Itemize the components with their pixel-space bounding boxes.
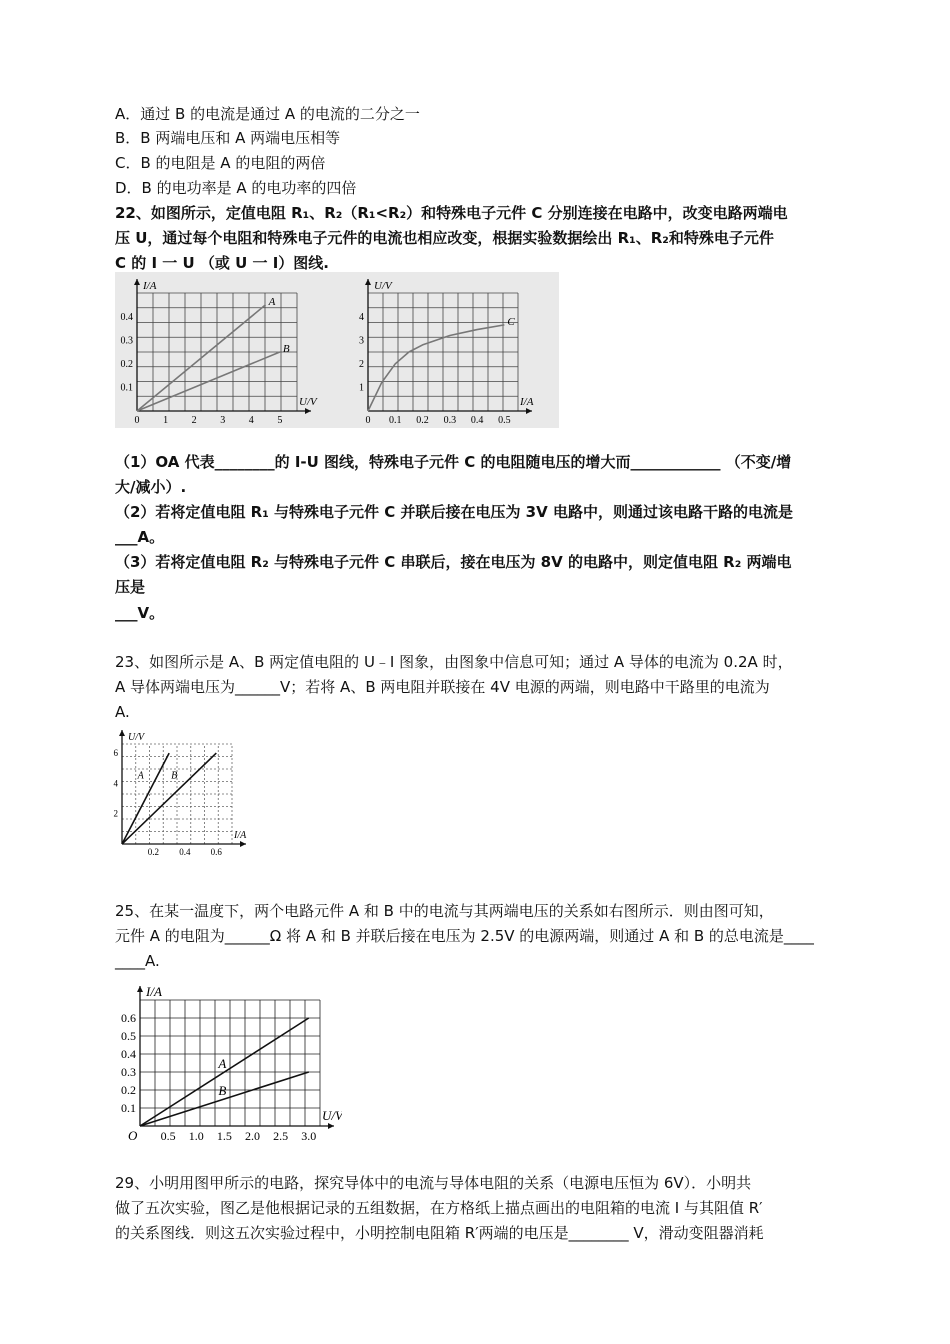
q22-part1-line2: 大/减小）. bbox=[115, 478, 187, 496]
q25-chart-svg bbox=[112, 972, 342, 1140]
q23-line2: A 导体两端电压为______V；若将 A、B 两电阻并联接在 4V 电源的两端，则电路中干路里的电流为 bbox=[115, 678, 770, 696]
series-label-b: B bbox=[218, 1083, 227, 1098]
x-tick-label: 3 bbox=[220, 415, 226, 426]
y-axis-label: I/A bbox=[143, 280, 157, 292]
y-tick-label: 2 bbox=[113, 808, 118, 819]
y-tick-label: 0.3 bbox=[120, 335, 133, 347]
q22-chart-ui bbox=[338, 272, 559, 432]
y-axis-arrow bbox=[137, 986, 143, 992]
x-tick-label: 0.5 bbox=[498, 415, 511, 426]
series-label-b: B bbox=[282, 343, 290, 355]
y-tick-label: 1 bbox=[359, 382, 364, 394]
q22-part3-line2: 压是 bbox=[115, 578, 146, 596]
option-b: B．B 两端电压和 A 两端电压相等 bbox=[115, 129, 341, 147]
q25-chart bbox=[112, 972, 342, 1144]
x-axis-arrow bbox=[240, 841, 246, 847]
y-tick-label: 0.6 bbox=[121, 1011, 136, 1025]
x-tick-label: 0.1 bbox=[389, 415, 402, 426]
y-tick-label: 0.4 bbox=[120, 311, 133, 323]
x-tick-label: 5 bbox=[277, 415, 283, 426]
series-label-a: A bbox=[268, 295, 276, 308]
x-tick-label: 0.4 bbox=[470, 415, 484, 426]
x-tick-label: 2.0 bbox=[245, 1129, 260, 1140]
y-tick-label: 0.1 bbox=[121, 1101, 136, 1115]
q22-chart-iu-svg bbox=[115, 272, 338, 428]
x-tick-label: 0.6 bbox=[210, 847, 222, 857]
q25-line2: 元件 A 的电阻为______Ω 将 A 和 B 并联后接在电压为 2.5V 的电源两端，则通过 A 和 B 的总电流是____ bbox=[115, 927, 814, 945]
q25-line1: 25、在某一温度下，两个电路元件 A 和 B 中的电流与其两端电压的关系如右图所示．则由图可知， bbox=[115, 902, 774, 920]
q22-stem-line3: C 的 I 一 U （或 U 一 I）图线. bbox=[115, 254, 330, 272]
series-line-a bbox=[122, 753, 169, 844]
y-tick-label: 0.1 bbox=[120, 382, 133, 394]
y-tick-label: 0.2 bbox=[121, 1083, 136, 1097]
x-tick-label: 0.2 bbox=[147, 847, 160, 857]
series-label-a: A bbox=[137, 770, 144, 782]
q29-line2: 做了五次实验，图乙是他根据记录的五组数据，在方格纸上描点画出的电阻箱的电流 I 与其阻值 R′ bbox=[115, 1199, 763, 1217]
q22-chart-iu bbox=[115, 272, 338, 432]
series-line-b bbox=[140, 1072, 309, 1126]
x-tick-label: 2.5 bbox=[273, 1129, 289, 1140]
y-tick-label: 4 bbox=[359, 311, 364, 323]
x-axis-label: I/A bbox=[520, 396, 534, 408]
y-tick-label: 0.5 bbox=[121, 1029, 136, 1043]
y-tick-label: 2 bbox=[359, 359, 364, 371]
x-tick-label: 1.5 bbox=[216, 1129, 232, 1140]
x-tick-label: 0 bbox=[134, 415, 140, 426]
q29-line3: 的关系图线．则这五次实验过程中，小明控制电阻箱 R′两端的电压是________ V，滑动变阻器消耗 bbox=[115, 1224, 764, 1242]
y-axis-label: I/A bbox=[146, 984, 162, 999]
q22-part3-line3: ___V。 bbox=[115, 604, 165, 622]
y-tick-label: 4 bbox=[113, 778, 118, 789]
option-c: C．B 的电阻是 A 的电阻的两倍 bbox=[115, 154, 326, 172]
x-tick-label: 1.0 bbox=[188, 1129, 204, 1140]
q23-line3: A. bbox=[115, 703, 130, 721]
x-tick-label: 3.0 bbox=[301, 1129, 317, 1140]
y-tick-label: 3 bbox=[359, 335, 364, 347]
q22-part3-line1: （3）若将定值电阻 R₂ 与特殊电子元件 C 串联后，接在电压为 8V 的电路中，则定值电阻 R₂ 两端电 bbox=[115, 553, 792, 571]
option-a: A．通过 B 的电流是通过 A 的电流的二分之一 bbox=[115, 105, 420, 123]
y-tick-label: 6 bbox=[113, 748, 118, 759]
series-label-a: A bbox=[218, 1056, 227, 1071]
q23-chart-svg bbox=[112, 722, 272, 864]
x-tick-label: 0.3 bbox=[443, 415, 457, 426]
q22-chart-ui-svg bbox=[338, 272, 559, 428]
option-d: D．B 的电功率是 A 的电功率的四倍 bbox=[115, 179, 357, 197]
series-label-c: C bbox=[507, 315, 515, 328]
q22-stem-line2: 压 U，通过每个电阻和特殊电子元件的电流也相应改变，根据实验数据绘出 R₁、R₂和特殊电子元件 bbox=[115, 229, 774, 247]
y-tick-label: 0.4 bbox=[121, 1047, 136, 1061]
y-axis-arrow bbox=[119, 730, 125, 736]
x-tick-label: 0.2 bbox=[416, 415, 429, 426]
q25-line3: ____A. bbox=[115, 952, 160, 970]
q22-part2-line2: ___A。 bbox=[115, 528, 165, 546]
series-label-b: B bbox=[171, 770, 178, 782]
x-tick-label: 0 bbox=[365, 415, 371, 426]
q22-part2-line1: （2）若将定值电阻 R₁ 与特殊电子元件 C 并联后接在电压为 3V 电路中，则通过该电路干路的电流是 bbox=[115, 503, 793, 521]
q22-stem-line1: 22、如图所示，定值电阻 R₁、R₂（R₁<R₂）和特殊电子元件 C 分别连接在电路中，改变电路两端电 bbox=[115, 204, 788, 222]
y-axis-label: U/V bbox=[374, 280, 392, 292]
x-tick-label: 4 bbox=[248, 415, 254, 426]
x-axis-label: U/V bbox=[299, 396, 317, 408]
y-tick-label: 0.3 bbox=[121, 1065, 136, 1079]
origin-label: O bbox=[128, 1128, 138, 1140]
x-axis-label: U/V bbox=[322, 1108, 342, 1123]
x-tick-label: 1 bbox=[163, 415, 169, 426]
y-axis-label: U/V bbox=[128, 732, 145, 743]
x-tick-label: 0.5 bbox=[160, 1129, 176, 1140]
q29-line1: 29、小明用图甲所示的电路，探究导体中的电流与导体电阻的关系（电源电压恒为 6V）．小明共 bbox=[115, 1174, 752, 1192]
q22-part1-line1: （1）OA 代表________的 I-U 图线，特殊电子元件 C 的电阻随电压的增大而____________ （不变/增 bbox=[115, 453, 792, 471]
q23-line1: 23、如图所示是 A、B 两定值电阻的 U﹣I 图象，由图象中信息可知；通过 A 导体的电流为 0.2A 时， bbox=[115, 653, 793, 671]
x-tick-label: 2 bbox=[191, 415, 197, 426]
y-tick-label: 0.2 bbox=[120, 359, 133, 371]
q23-chart bbox=[112, 722, 272, 868]
x-tick-label: 0.4 bbox=[179, 847, 191, 857]
x-axis-arrow bbox=[328, 1123, 334, 1129]
x-axis-label: I/A bbox=[234, 830, 247, 841]
